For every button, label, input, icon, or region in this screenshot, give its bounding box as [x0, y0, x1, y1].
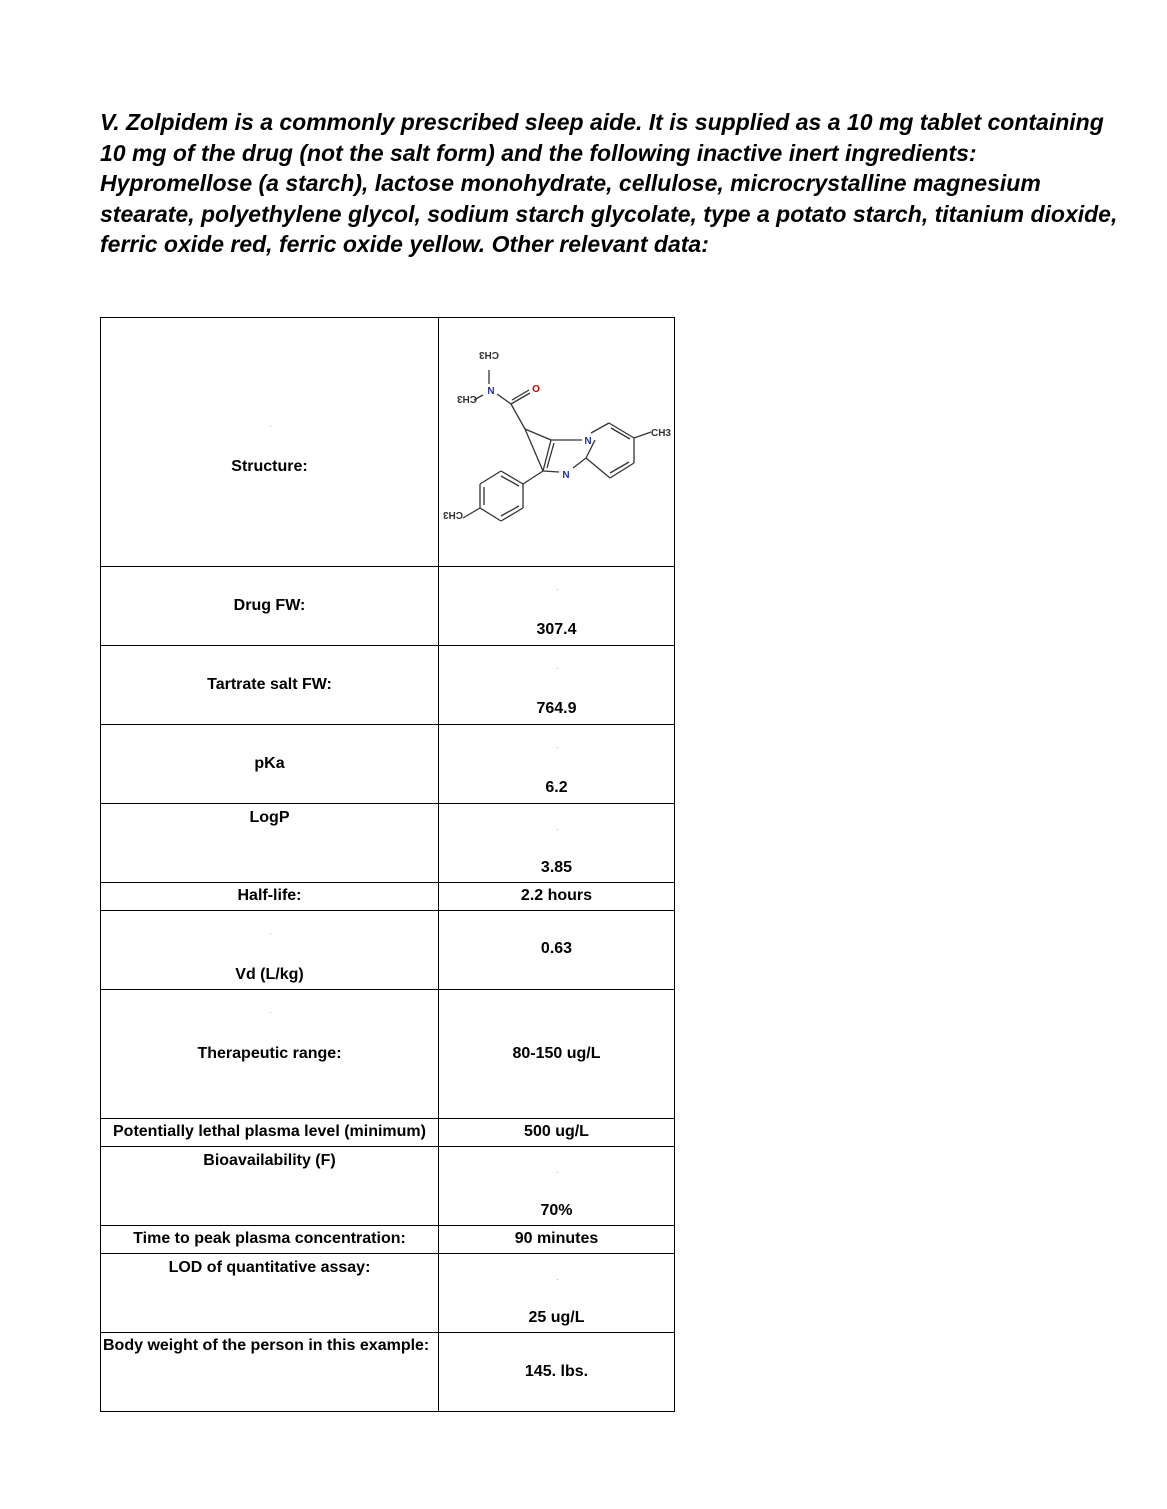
intro-line: 10 mg of the drug (not the salt form) and the following inactive inert ingredients:: [100, 139, 977, 166]
atom-ch3-top: CH3: [478, 349, 500, 360]
table-row: [101, 911, 675, 990]
row-label: Half-life:: [237, 887, 302, 904]
table-row: [101, 725, 675, 804]
atom-ch3-tolyl: CH3: [442, 509, 464, 520]
row-label: Tartrate salt FW:: [207, 676, 332, 693]
table-row: [101, 1226, 675, 1254]
row-label: Structure:: [231, 458, 308, 475]
row-label: Body weight of the person in this example:: [103, 1337, 430, 1354]
label-cell: [101, 318, 439, 567]
label-cell: [101, 1119, 439, 1147]
table-row: [101, 1333, 675, 1412]
structure-cell: [439, 318, 675, 567]
value-cell: [439, 1333, 675, 1412]
row-value: 500 ug/L: [524, 1123, 589, 1140]
table-row: [101, 1254, 675, 1333]
table-row: [101, 567, 675, 646]
row-label: LogP: [249, 809, 290, 826]
atom-ch3-right: CH3: [650, 428, 672, 439]
label-cell: [101, 1226, 439, 1254]
table-row: [101, 883, 675, 911]
value-cell: [439, 990, 675, 1119]
label-cell: [101, 804, 439, 883]
row-value: 307.4: [536, 621, 577, 638]
value-cell: [439, 1226, 675, 1254]
row-value: 90 minutes: [514, 1230, 599, 1247]
table-row: [101, 646, 675, 725]
value-cell: [439, 1119, 675, 1147]
row-value: 2.2 hours: [520, 887, 593, 904]
row-label: Bioavailability (F): [203, 1152, 336, 1169]
label-cell: [101, 990, 439, 1119]
row-value: 25 ug/L: [528, 1309, 585, 1326]
label-cell: [101, 883, 439, 911]
label-cell: [101, 1254, 439, 1333]
value-cell: [439, 883, 675, 911]
zolpidem-structure: [439, 318, 674, 566]
drug-data-table: [100, 317, 675, 1412]
value-cell: [439, 911, 675, 990]
row-label: pKa: [254, 755, 285, 772]
row-value: 6.2: [545, 779, 568, 796]
value-cell: [439, 725, 675, 804]
table-row: [101, 990, 675, 1119]
label-cell: [101, 1147, 439, 1226]
table-row: [101, 318, 675, 567]
atom-o-carbonyl: O: [532, 384, 540, 395]
label-cell: [101, 725, 439, 804]
value-cell: [439, 567, 675, 646]
table-row: [101, 1147, 675, 1226]
label-cell: [101, 646, 439, 725]
label-cell: [101, 1333, 439, 1412]
atom-n-bridge: N: [584, 436, 592, 447]
row-label: Potentially lethal plasma level (minimum): [113, 1123, 426, 1140]
row-value: 764.9: [536, 700, 577, 717]
row-value: 80-150 ug/L: [512, 1045, 601, 1062]
intro-line: V. Zolpidem is a commonly prescribed sleep aide. It is supplied as a 10 mg tablet containing: [100, 109, 1104, 135]
atom-n-amide: N: [487, 386, 495, 397]
row-label: LOD of quantitative assay:: [168, 1259, 371, 1276]
table-row: [101, 1119, 675, 1147]
value-cell: [439, 646, 675, 725]
intro-line: ferric oxide red, ferric oxide yellow. Other relevant data:: [100, 231, 709, 257]
row-label: Vd (L/kg): [235, 966, 304, 983]
row-value: 3.85: [540, 859, 573, 876]
atom-n-ring: N: [562, 470, 570, 481]
atom-ch3-left: CH3: [456, 393, 478, 404]
label-cell: [101, 911, 439, 990]
row-label: Therapeutic range:: [197, 1045, 342, 1062]
value-cell: [439, 1254, 675, 1333]
value-cell: [439, 1147, 675, 1226]
row-value: 70%: [540, 1202, 573, 1219]
row-label: Drug FW:: [233, 597, 306, 614]
label-cell: [101, 567, 439, 646]
table-row: [101, 804, 675, 883]
row-label: Time to peak plasma concentration:: [133, 1230, 406, 1247]
value-cell: [439, 804, 675, 883]
row-value: 145. lbs.: [524, 1363, 589, 1380]
row-value: 0.63: [540, 940, 573, 957]
question-intro: [100, 107, 1118, 260]
intro-line: Hypromellose (a starch), lactose monohydrate, cellulose, microcrystalline magnesium: [100, 170, 1041, 196]
intro-line: stearate, polyethylene glycol, sodium starch glycolate, type a potato starch, titanium dioxide,: [100, 200, 1118, 227]
